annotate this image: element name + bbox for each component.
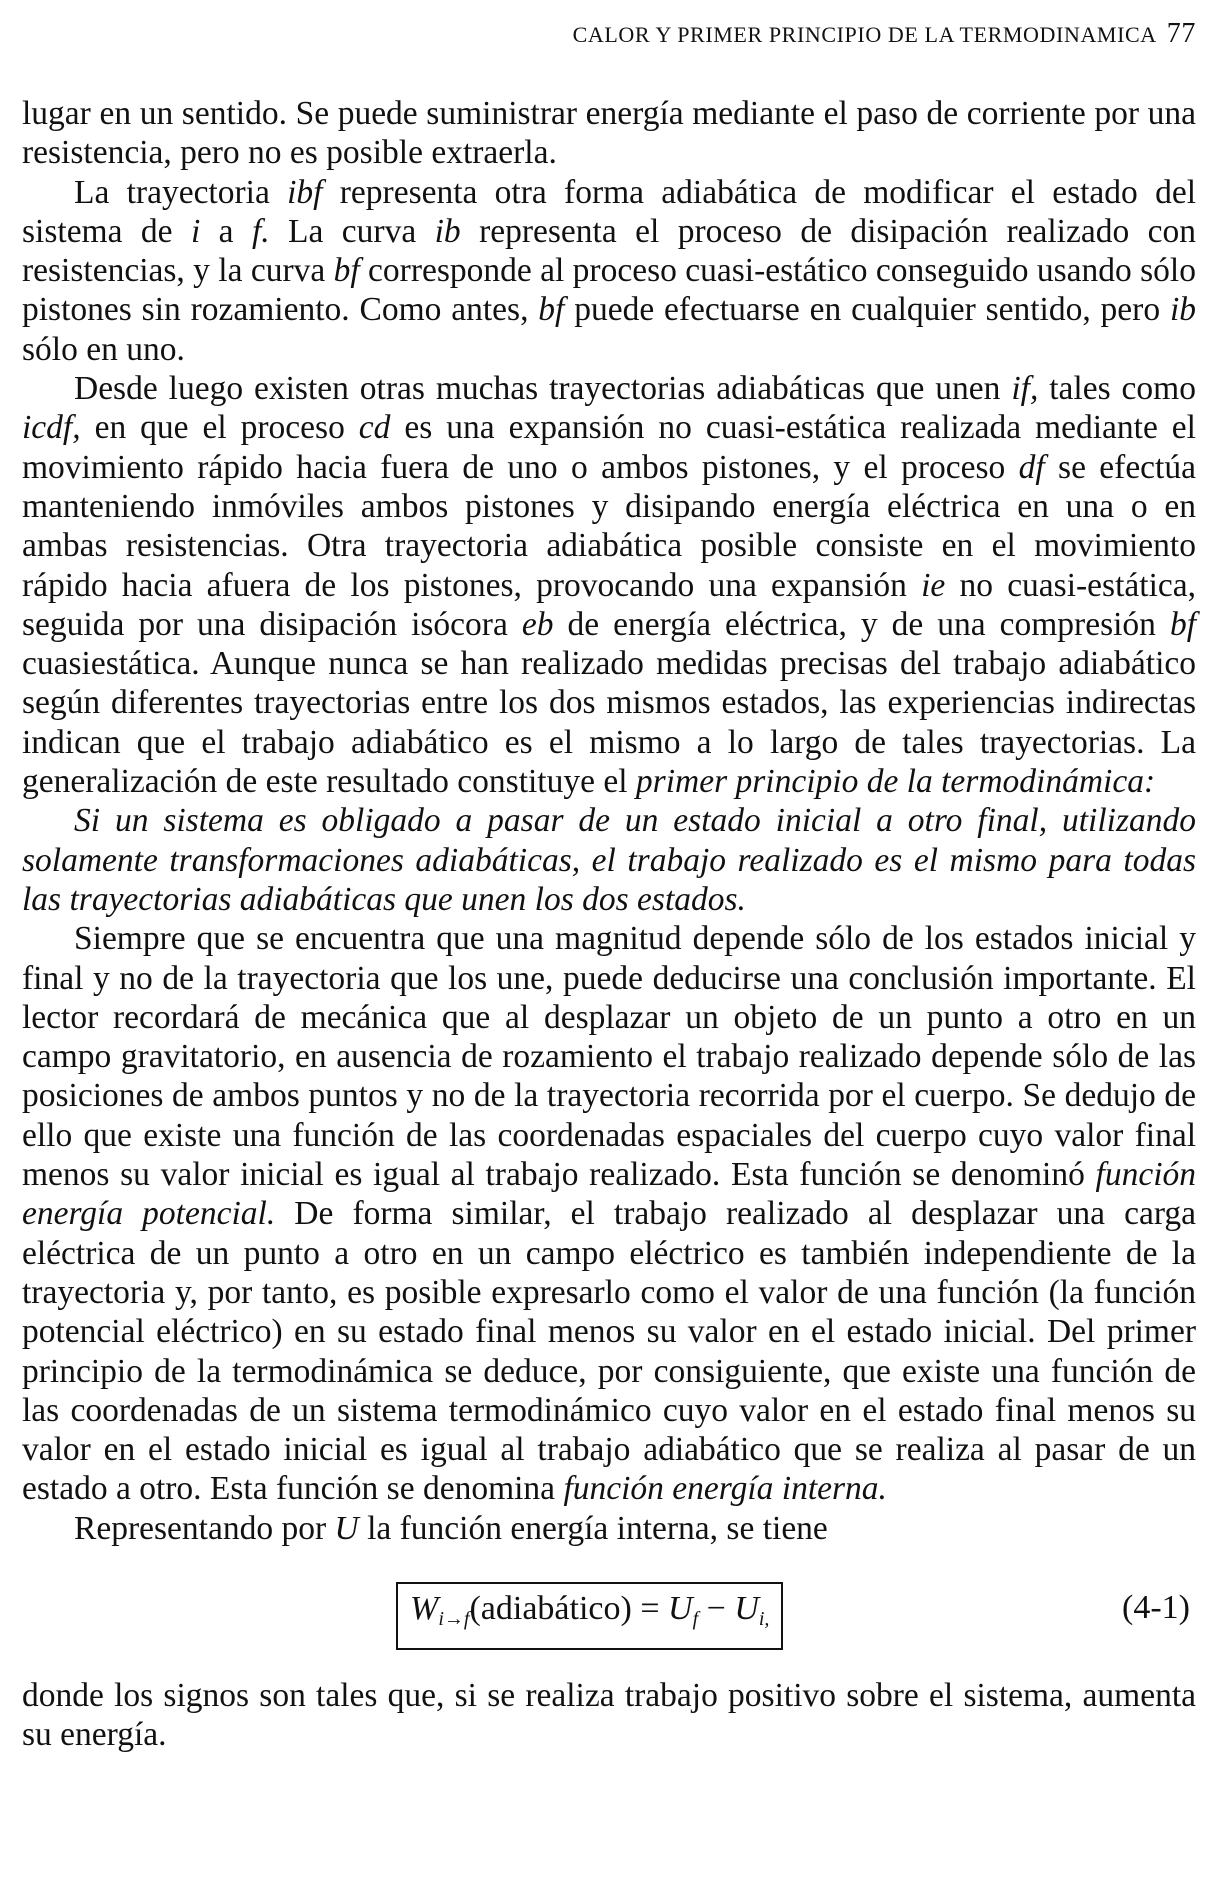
paragraph-6: Representando por U la función energía interna, se tiene — [74, 1509, 828, 1547]
running-title: CALOR Y PRIMER PRINCIPIO DE LA TERMODINAMICA — [572, 22, 1157, 47]
equation-number: (4-1) — [1122, 1588, 1190, 1626]
paragraph-5: Siempre que se encuentra que una magnitud depende sólo de los estados inicial y final y no de la trayectoria que los une, puede deducirse una conclusión importante. El lector recordará de mecánica que al desplazar un objeto de un punto a otro en un campo gravitatorio, en ausencia de rozamiento el trabajo realizado depende sólo de las posiciones de ambos puntos y no de la trayectoria recorrida por el cuerpo. Se dedujo de ello que existe una función de las coordenadas espaciales del cuerpo cuyo valor final menos su valor inicial es igual al trabajo realizado. Esta función se denominó función energía potencial. De forma similar, el trabajo realizado al desplazar una carga eléctrica de un punto a otro en un campo eléctrico es también independiente de la trayectoria y, por tanto, es posible expresarlo como el valor de una función (la función potencial eléctrico) en su estado final menos su valor en el estado inicial. Del primer principio de la termodinámica se deduce, por consiguiente, que existe una función de las coordenadas de un sistema termodinámico cuyo valor en el estado final menos su valor en el estado inicial es igual al trabajo adiabático que se realiza al pasar de un estado a otro. Esta función se denomina función energía interna. — [22, 920, 1197, 1508]
page-number: 77 — [1166, 18, 1196, 49]
running-header — [573, 18, 1196, 50]
body-text — [22, 94, 1196, 1755]
first-law-statement: Si un sistema es obligado a pasar de un estado inicial a otro final, utilizando solamente transformaciones adiabáticas, el trabajo realizado es el mismo para todas las trayectorias adiabáticas que unen los dos estados. — [22, 802, 1196, 918]
boxed-equation: $W_{i\to f}(adiabático) = U_f - U_{i,}$ — [396, 1582, 783, 1650]
paragraph-3: Desde luego existen otras muchas trayectorias adiabáticas que unen if, tales como icdf, en que el proceso cd es una expansión no cuasi-estática realizada mediante el movimiento rápido hacia fuera de uno o ambos pistones, y el proceso df se efectúa manteniendo inmóviles ambos pistones y disipando energía eléctrica en una o en ambas resistencias. Otra trayectoria adiabática posible consiste en el movimiento rápido hacia afuera de los pistones, provocando una expansión ie no cuasi-estática, seguida por una disipación isócora eb de energía eléctrica, y de una compresión bf cuasiestática. Aunque nunca se han realizado medidas precisas del trabajo adiabático según diferentes trayectorias entre los dos mismos estados, las experiencias indirectas indican que el trabajo adiabático es el mismo a lo largo de tales trayectorias. La generalización de este resultado constituye el primer principio de la termodinámica: — [22, 370, 1196, 801]
book-page — [22, 0, 1196, 1888]
paragraph-1: lugar en un sentido. Se puede suministrar energía mediante el paso de corriente por una resistencia, pero no es posible extraerla. — [22, 95, 1196, 172]
paragraph-7: donde los signos son tales que, si se realiza trabajo positivo sobre el sistema, aumenta su energía. — [22, 1676, 1196, 1754]
paragraph-2: La trayectoria ibf representa otra forma adiabática de modificar el estado del sistema de i a f. La curva ib representa el proceso de disipación realizado con resistencias, y la curva bf corresponde al proceso cuasi-estático conseguido usando sólo pistones sin rozamiento. Como antes, bf puede efectuarse en cualquier sentido, pero ib sólo en uno. — [22, 173, 1196, 368]
equation-4-1 — [22, 1558, 1196, 1670]
